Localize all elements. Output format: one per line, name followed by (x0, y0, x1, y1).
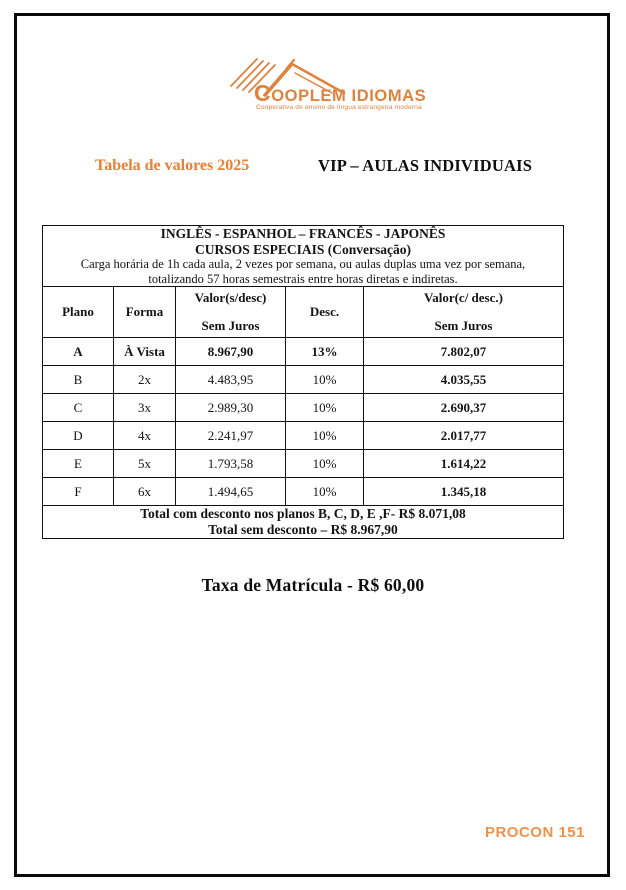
cell-plano: C (43, 394, 114, 422)
table-info-row (43, 226, 564, 287)
cell-valor-c: 1.345,18 (364, 478, 564, 506)
cell-plano: E (43, 450, 114, 478)
workload-line-1: Carga horária de 1h cada aula, 2 vezes por semana, ou aulas duplas uma vez por semana, (80, 257, 526, 271)
cell-plano: F (43, 478, 114, 506)
cell-forma: 6x (114, 478, 176, 506)
cell-forma: 5x (114, 450, 176, 478)
cell-valor-s: 1.494,65 (176, 478, 286, 506)
cell-valor-c: 2.017,77 (364, 422, 564, 450)
table-info-cell (43, 226, 564, 287)
cell-valor-c: 7.802,07 (364, 338, 564, 366)
cell-valor-s: 2.241,97 (176, 422, 286, 450)
cell-valor-s: 4.483,95 (176, 366, 286, 394)
col-header-forma: Forma (114, 287, 176, 338)
cell-desc: 10% (286, 478, 364, 506)
cell-desc: 10% (286, 450, 364, 478)
cell-valor-s: 2.989,30 (176, 394, 286, 422)
cell-plano: D (43, 422, 114, 450)
valor-c-sublabel: Sem Juros (434, 318, 493, 333)
table-totals-row (43, 506, 564, 539)
procon-footer-text: PROCON 151 (484, 824, 585, 841)
page-title-vip: VIP – AULAS INDIVIDUAIS (318, 156, 533, 175)
cell-desc: 10% (286, 422, 364, 450)
cell-valor-s: 8.967,90 (176, 338, 286, 366)
col-header-plano: Plano (43, 287, 114, 338)
cell-desc: 13% (286, 338, 364, 366)
cell-forma: 3x (114, 394, 176, 422)
table-row-plano-c (43, 394, 564, 422)
table-row-plano-a (43, 338, 564, 366)
cell-desc: 10% (286, 394, 364, 422)
cell-plano: A (43, 338, 114, 366)
cell-valor-s: 1.793,58 (176, 450, 286, 478)
languages-line: INGLÊS - ESPANHOL – FRANCÊS - JAPONÊS (160, 226, 446, 241)
cell-forma: 2x (114, 366, 176, 394)
table-row-plano-d (43, 422, 564, 450)
cell-valor-c: 4.035,55 (364, 366, 564, 394)
price-table (42, 225, 564, 539)
total-with-discount: Total com desconto nos planos B, C, D, E ,F- R$ 8.071,08 (140, 506, 466, 521)
matricula-fee-text: Taxa de Matrícula - R$ 60,00 (201, 575, 425, 595)
cell-forma: 4x (114, 422, 176, 450)
col-header-desc: Desc. (286, 287, 364, 338)
cell-valor-c: 1.614,22 (364, 450, 564, 478)
totals-cell (43, 506, 564, 539)
cell-desc: 10% (286, 366, 364, 394)
valor-s-sublabel: Sem Juros (201, 318, 260, 333)
workload-line-2: totalizando 57 horas semestrais entre horas diretas e indiretas. (148, 271, 458, 286)
cooplem-logo (228, 55, 443, 125)
col-header-valor-com-desc (364, 287, 564, 338)
total-without-discount: Total sem desconto – R$ 8.967,90 (208, 522, 398, 537)
valor-s-label: Valor(s/desc) (194, 290, 267, 305)
table-row-plano-e (43, 450, 564, 478)
col-header-valor-sem-desc (176, 287, 286, 338)
table-row-plano-f (43, 478, 564, 506)
valor-c-label: Valor(c/ desc.) (424, 290, 503, 305)
cell-forma: À Vista (114, 338, 176, 366)
table-row-plano-b (43, 366, 564, 394)
course-type-line: CURSOS ESPECIAIS (Conversação) (194, 241, 412, 257)
column-header-row (43, 287, 564, 338)
logo-tagline: Cooperativa de ensino de língua estrangeira moderna (256, 104, 422, 111)
logo-brand-text: COOPLEM IDIOMAS (254, 80, 427, 106)
cell-plano: B (43, 366, 114, 394)
page-title-tabela: Tabela de valores 2025 (95, 157, 250, 174)
cell-valor-c: 2.690,37 (364, 394, 564, 422)
